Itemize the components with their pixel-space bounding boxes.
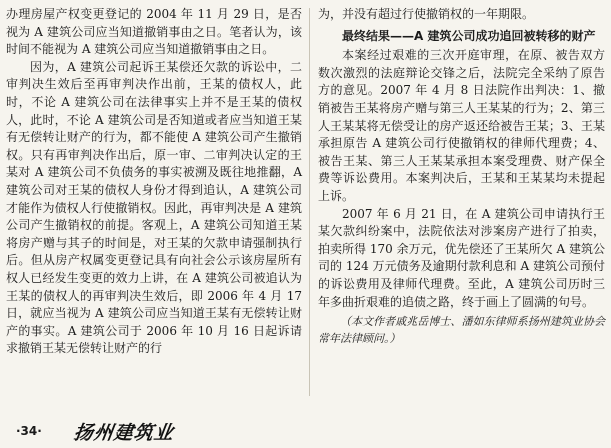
right-column <box>318 6 605 347</box>
magazine-title-logo: 扬州建筑业 <box>72 422 176 444</box>
section-heading: 最终结果——A 建筑公司成功追回被转移的财产 <box>342 28 596 43</box>
left-paragraph-1: 办理房屋产权变更登记的 2004 年 11 月 29 日，是否视为 A 建筑公司应当知道撤销事由之日。笔者认为，该时间不能视为 A 建筑公司应当知道撤销事由之日。 <box>6 7 302 57</box>
page-number: ·34· <box>16 424 42 438</box>
right-paragraph-2: 本案经过艰难的三次开庭审理，在原、被告双方数次激烈的法庭辩论交锋之后，法院完全采纳了原告方的意见。2007 年 4 月 8 日法院作出判决：1、撤销被告王某将房产赠与第三人王某某的行为；2、第三人王某某将无偿受让的房产返还给被告王某；3、王某承担原告 A 建筑公司行使撤销权的律师代理费；4、被告王某、第三人王某某承担本案受理费、财产保全费等诉讼费用。本案判决后，王某和王某某均未提起上诉。 <box>318 48 605 203</box>
page-footer <box>0 410 611 448</box>
right-paragraph-3: 2007 年 6 月 21 日，在 A 建筑公司申请执行王某欠款纠纷案中，法院依法对涉案房产进行了拍卖，拍卖所得 170 余万元，优先偿还了王某所欠 A 建筑公司的 124 万元债务及逾期付款利息和 A 建筑公司预付的诉讼费用及律师代理费。至此，A 建筑公司历时三年多曲折艰难的追债之路，终于画上了圆满的句号。 <box>318 206 605 309</box>
column-divider <box>309 8 310 396</box>
right-paragraph-1: 为，并没有超过行使撤销权的一年期限。 <box>318 7 535 21</box>
author-note: （本文作者戚兆岳博士、潘如东律师系扬州建筑业协会常年法律顾问。） <box>318 315 605 346</box>
left-column <box>6 6 302 358</box>
left-paragraph-2: 因为，A 建筑公司起诉王某偿还欠款的诉讼中，二审判决生效后至再审判决作出前，王某的债权人，此时，不论 A 建筑公司在法律事实上并不是王某的债权人，此时，不论 A 建筑公司是否知道或者应当知道王某有无偿转让财产的行为，都不能使 A 建筑公司产生撤销权。只有再审判决作出后，原一审、二审判决认定的王某对 A 建筑公司不负债务的事实被溯及既往地推翻，A 建筑公司对王某的债权人身份才得到追认，A 建筑公司才能作为债权人行使撤销权。因此，再审判决是 A 建筑公司产生撤销权的前提。客观上，A 建筑公司知道王某将房产赠与其子的时间是，对王某的欠款申请强制执行后。但从房产权属变更登记具有向社会公示该房屋所有权人已经发生变更的效力上讲，在 A 建筑公司被追认为王某的债权人的再审判决生效后，即 2006 年 4 月 17 日，就应当视为 A 建筑公司应当知道王某有无偿转让财产的事实。A 建筑公司于 2006 年 10 月 16 日起诉请求撤销王某无偿转让财产的行 <box>6 59 302 356</box>
